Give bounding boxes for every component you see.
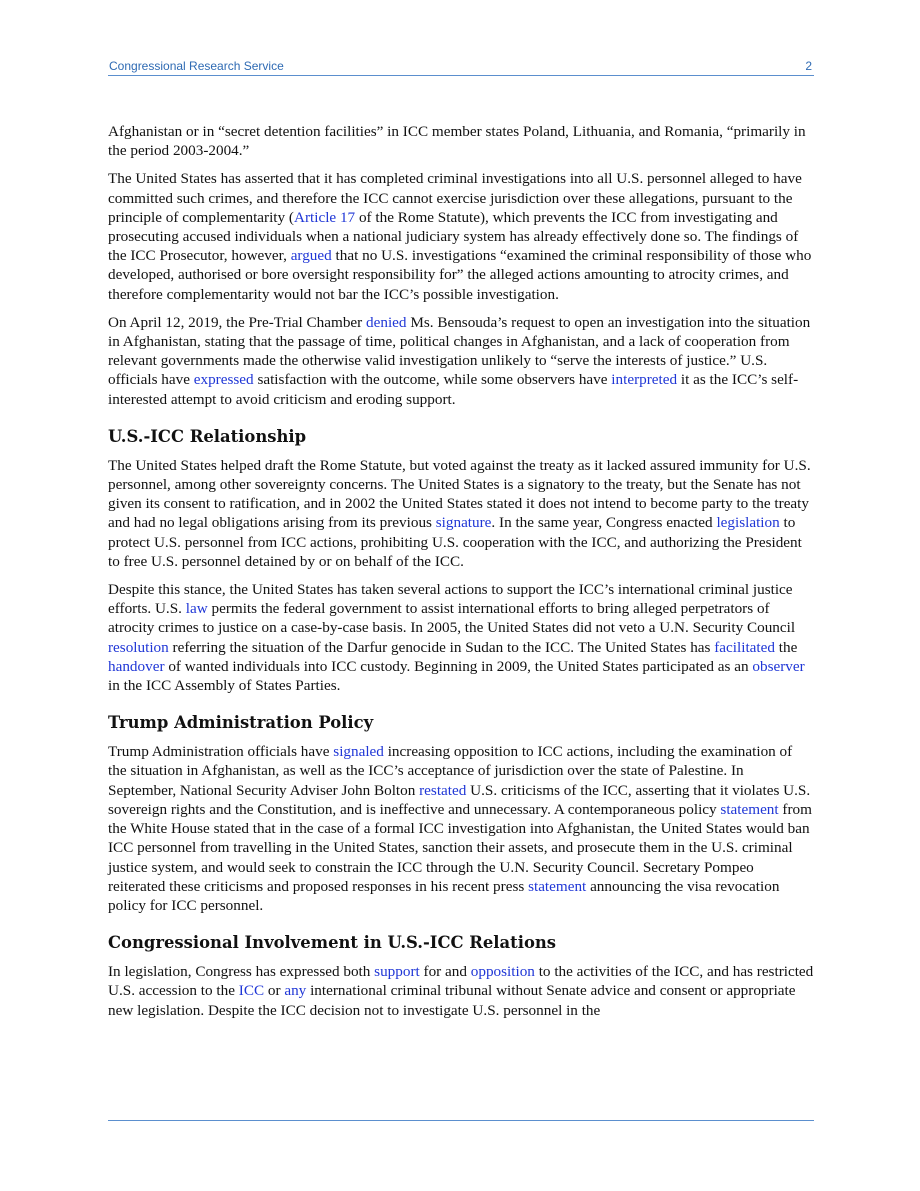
link-observer[interactable]: observer bbox=[752, 657, 805, 675]
link-article-17[interactable]: Article 17 bbox=[293, 208, 356, 226]
header-org-name: Congressional Research Service bbox=[109, 59, 284, 73]
link-opposition[interactable]: opposition bbox=[470, 963, 535, 981]
link-denied[interactable]: denied bbox=[366, 313, 407, 331]
link-restated[interactable]: restated bbox=[419, 781, 467, 799]
document-body bbox=[108, 122, 814, 1029]
page-number: 2 bbox=[805, 59, 812, 73]
heading-trump-administration-policy: Trump Administration Policy bbox=[108, 713, 374, 733]
paragraph-2: The United States has asserted that it has completed criminal investigations into all U.S. personnel alleged to have committed such crimes, and therefore the ICC cannot exercise jurisdiction over these allegations, pursuant to the principle of complementarity (Article 17 of the Rome Statute), which prevents the ICC from investigating and prosecuting accused individuals when a national judiciary system has already effectively done so. The findings of the ICC Prosecutor, however, argued that no U.S. investigations “examined the criminal responsibility of those who developed, authorised or bore oversight responsibility for” the alleged actions amounting to atrocity crimes, and therefore complementarity would not bar the ICC’s possible investigation. bbox=[108, 170, 812, 303]
link-signature[interactable]: signature bbox=[435, 514, 492, 532]
heading-us-icc-relationship: U.S.-ICC Relationship bbox=[108, 426, 307, 446]
paragraph-6: Trump Administration officials have signaled increasing opposition to ICC actions, including the examination of the situation in Afghanistan, as well as the ICC’s acceptance of jurisdiction over the state of Palestine. In September, National Security Adviser John Bolton restated U.S. criticisms of the ICC, asserting that it violates U.S. sovereign rights and the Constitution, and is ineffective and unnecessary. A contemporaneous policy statement from the White House stated that in the case of a formal ICC investigation into Afghanistan, the United States would ban ICC personnel from travelling in the United States, sanction their assets, and prosecute them in the U.S. criminal justice system, and would seek to constrain the ICC through the U.N. Security Council. Secretary Pompeo reiterated these criticisms and proposed responses in his recent press statement announcing the visa revocation policy for ICC personnel. bbox=[108, 743, 812, 914]
link-support[interactable]: support bbox=[374, 963, 420, 981]
link-legislation[interactable]: legislation bbox=[716, 514, 780, 532]
running-header bbox=[108, 57, 814, 76]
link-interpreted[interactable]: interpreted bbox=[611, 371, 678, 389]
heading-congressional-involvement: Congressional Involvement in U.S.-ICC Relations bbox=[108, 933, 557, 953]
link-law[interactable]: law bbox=[185, 600, 208, 618]
link-expressed[interactable]: expressed bbox=[193, 371, 254, 389]
link-handover[interactable]: handover bbox=[108, 657, 165, 675]
paragraph-1: Afghanistan or in “secret detention facilities” in ICC member states Poland, Lithuania, and Romania, “primarily in the period 2003-2004.” bbox=[108, 123, 806, 160]
link-statement[interactable]: statement bbox=[720, 800, 779, 818]
link-signaled[interactable]: signaled bbox=[333, 743, 384, 761]
link-argued[interactable]: argued bbox=[290, 247, 332, 265]
link-resolution[interactable]: resolution bbox=[108, 638, 169, 656]
link-any[interactable]: any bbox=[284, 982, 307, 1000]
link-icc[interactable]: ICC bbox=[238, 982, 265, 1000]
footer-rule bbox=[108, 1120, 814, 1121]
link-facilitated[interactable]: facilitated bbox=[714, 638, 775, 656]
paragraph-7: In legislation, Congress has expressed both support for and opposition to the activities of the ICC, and has restricted U.S. accession to the ICC or any international criminal tribunal without Senate advice and consent or appropriate new legislation. Despite the ICC decision not to investigate U.S. personnel in the bbox=[108, 963, 814, 1019]
paragraph-4: The United States helped draft the Rome Statute, but voted against the treaty as it lacked assured immunity for U.S. personnel, among other sovereignty concerns. The United States is a signatory to the treaty, but the Senate has not given its consent to ratification, and in 2002 the United States stated it does not intend to become party to the treaty and had no legal obligations arising from its previous signature. In the same year, Congress enacted legislation to protect U.S. personnel from ICC actions, prohibiting U.S. cooperation with the ICC, and authorizing the President to free U.S. personnel detained by or on behalf of the ICC. bbox=[108, 456, 811, 570]
paragraph-5: Despite this stance, the United States has taken several actions to support the ICC’s international criminal justice efforts. U.S. law permits the federal government to assist international efforts to bring alleged perpetrators of atrocity crimes to justice on a case-by-case basis. In 2005, the United States did not veto a U.N. Security Council resolution referring the situation of the Darfur genocide in Sudan to the ICC. The United States has facilitated the handover of wanted individuals into ICC custody. Beginning in 2009, the United States participated as an observer in the ICC Assembly of States Parties. bbox=[108, 581, 805, 695]
link-press-statement[interactable]: statement bbox=[528, 877, 587, 895]
paragraph-3: On April 12, 2019, the Pre-Trial Chamber denied Ms. Bensouda’s request to open an investigation into the situation in Afghanistan, stating that the passage of time, political changes in Afghanistan, and a lack of cooperation from relevant governments made the otherwise valid investigation unlikely to “serve the interests of justice.” U.S. officials have expressed satisfaction with the outcome, while some observers have interpreted it as the ICC’s self-interested attempt to avoid criticism and eroding support. bbox=[108, 313, 811, 408]
